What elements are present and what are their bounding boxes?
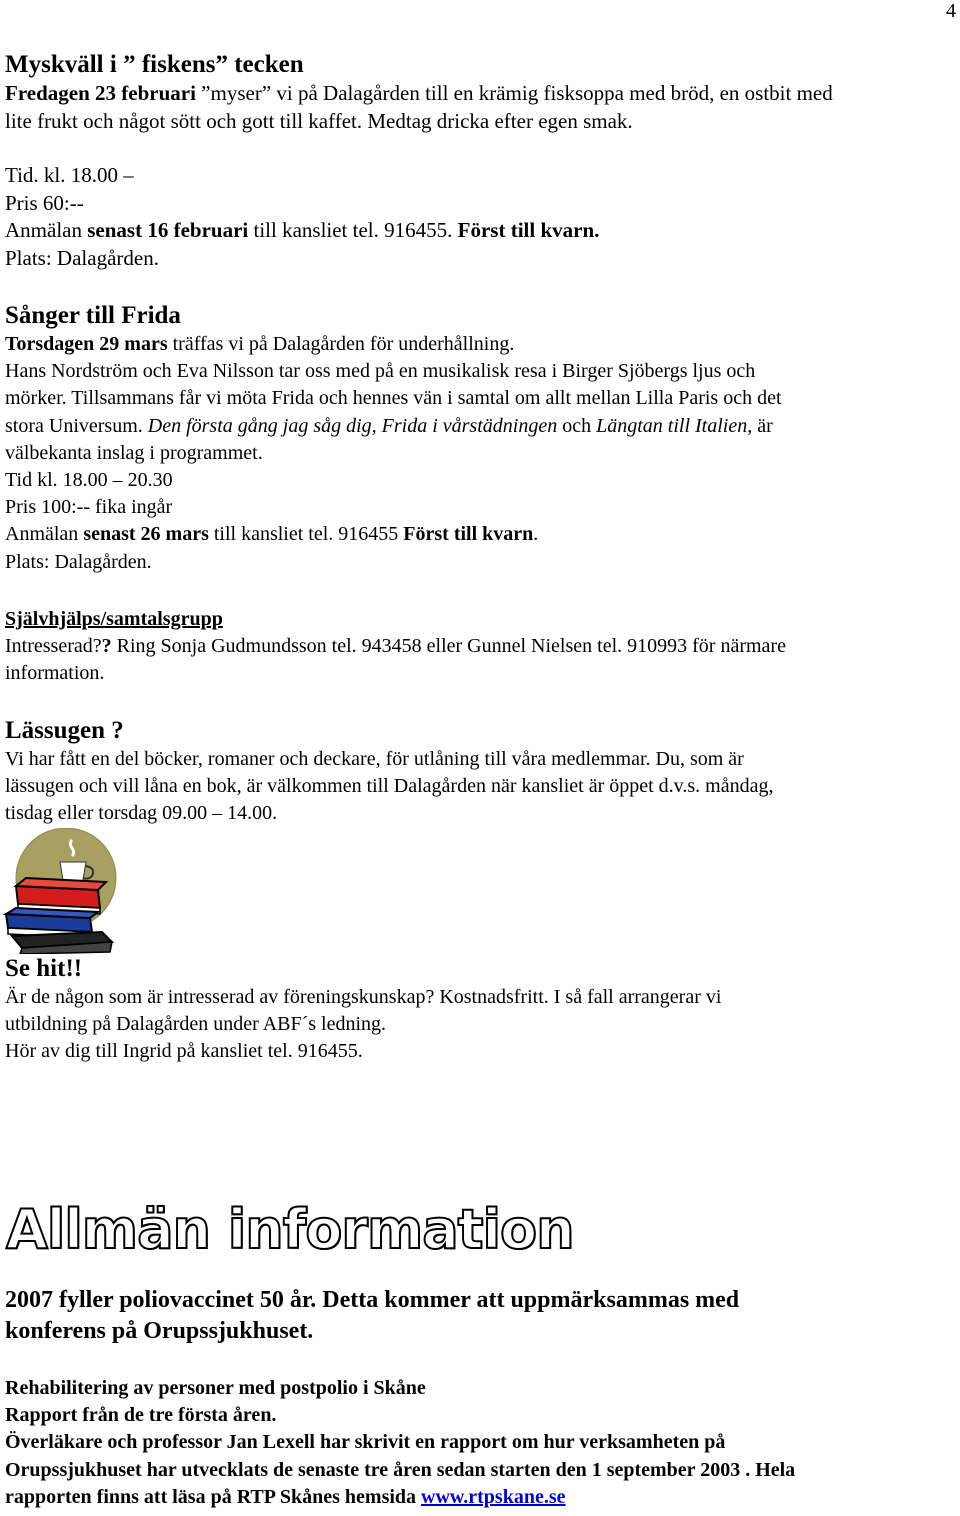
text: Anmälan xyxy=(5,218,88,242)
text: och xyxy=(557,414,597,437)
price: Pris 60:-- xyxy=(5,190,84,215)
section-see-here xyxy=(5,954,950,1066)
section-rehab xyxy=(5,1375,950,1511)
section-self-help xyxy=(5,606,950,688)
text-line: information. xyxy=(5,662,105,685)
first-come: Först till kvarn. xyxy=(457,218,600,242)
text-line: Vi har fått en del böcker, romaner och deckare, för utlåning till våra medlemmar. Du, som är xyxy=(5,748,744,770)
text-line xyxy=(5,331,950,358)
general-info-heading: Allmän information xyxy=(6,1198,574,1261)
deadline: senast 16 februari xyxy=(87,218,249,242)
polio-line: konferens på Orupssjukhuset. xyxy=(5,1318,314,1344)
deadline: senast 26 mars xyxy=(83,523,209,546)
text: . xyxy=(533,523,539,546)
rehab-subtitle: Rapport från de tre första åren. xyxy=(5,1404,277,1427)
place: Plats: Dalagården. xyxy=(5,550,152,573)
song-title: Längtan till Italien xyxy=(596,414,748,437)
song-title: Den första gång jag såg dig, Frida i vårstädningen xyxy=(147,414,558,437)
time: Tid. kl. 18.00 – xyxy=(5,163,134,187)
books-coffee-icon xyxy=(2,828,122,954)
section-title xyxy=(5,954,950,984)
section-title: Sånger till Frida xyxy=(5,302,181,329)
text: till kansliet tel. 916455 xyxy=(208,523,404,546)
place: Plats: Dalagården. xyxy=(5,245,159,270)
text-line: tisdag eller torsdag 09.00 – 14.00. xyxy=(5,802,278,825)
registration xyxy=(5,217,950,245)
text-line: Hör av dig till Ingrid på kansliet tel. 916455. xyxy=(5,1040,363,1063)
section-frida-songs xyxy=(5,301,950,576)
text-line: Är de någon som är intresserad av föreningskunskap? Kostnadsfritt. I så fall arrangerar vi xyxy=(5,986,722,1008)
text: ? xyxy=(101,635,112,658)
registration xyxy=(5,521,950,548)
polio-line: 2007 fyller poliovaccinet 50 år. Detta kommer att uppmärksammas med xyxy=(5,1287,740,1313)
page-number: 4 xyxy=(946,0,956,22)
section-fish-evening xyxy=(5,50,950,272)
text-line: utbildning på Dalagården under ABF´s ledning. xyxy=(5,1013,387,1036)
title-text: Se hit xyxy=(5,955,66,982)
date: Torsdagen 29 mars xyxy=(5,333,168,355)
text-line xyxy=(5,80,950,108)
section-reading xyxy=(5,716,950,828)
text: rapporten finns att läsa på RTP Skånes hemsida xyxy=(5,1485,422,1508)
text-line: mörker. Tillsammans får vi möta Frida och hennes vän i samtal om allt mellan Lilla Paris och det xyxy=(5,387,782,410)
text-line: Hans Nordström och Eva Nilsson tar oss med på en musikalisk resa i Birger Sjöbergs ljus och xyxy=(5,360,756,383)
section-title: Självhjälps/samtalsgrupp xyxy=(5,608,223,630)
text: Anmälan xyxy=(5,523,84,546)
text-line xyxy=(5,1484,950,1511)
text-line: lite frukt och något sött och gott till kaffet. Medtag dricka efter egen smak. xyxy=(5,108,633,133)
date: Fredagen 23 februari xyxy=(5,81,196,105)
text-line xyxy=(5,633,950,660)
section-title: Lässugen ? xyxy=(5,717,124,744)
text: , är xyxy=(747,414,773,437)
text: till kansliet tel. 916455. xyxy=(248,218,458,242)
text-line: Överläkare och professor Jan Lexell har skrivit en rapport om hur verksamheten på xyxy=(5,1431,726,1454)
text-line: lässugen och vill låna en bok, är välkommen till Dalagården när kansliet är öppet d.v.s. måndag, xyxy=(5,775,774,798)
price: Pris 100:-- fika ingår xyxy=(5,496,173,519)
text: Intresserad? xyxy=(5,635,102,658)
section-title: Myskväll i ” fiskens” tecken xyxy=(5,51,304,78)
title-exclamation: !! xyxy=(65,955,83,982)
text: stora Universum. xyxy=(5,414,148,437)
text-line xyxy=(5,413,950,440)
text: ”myser” vi på Dalagården till en krämig fisksoppa med bröd, en ostbit med xyxy=(195,81,833,105)
text-line: välbekanta inslag i programmet. xyxy=(5,441,263,464)
rehab-title: Rehabilitering av personer med postpolio i Skåne xyxy=(5,1377,426,1399)
section-polio xyxy=(5,1285,950,1347)
first-come: Först till kvarn xyxy=(403,523,534,546)
text: träffas vi på Dalagården för underhållning. xyxy=(167,333,515,355)
text: Ring Sonja Gudmundsson tel. 943458 eller Gunnel Nielsen tel. 910993 för närmare xyxy=(111,635,786,658)
text-line: Orupssjukhuset har utvecklats de senaste tre åren sedan starten den 1 september 2003 . Hela xyxy=(5,1458,796,1481)
time: Tid kl. 18.00 – 20.30 xyxy=(5,469,173,492)
rtp-link[interactable]: www.rtpskane.se xyxy=(421,1485,566,1508)
